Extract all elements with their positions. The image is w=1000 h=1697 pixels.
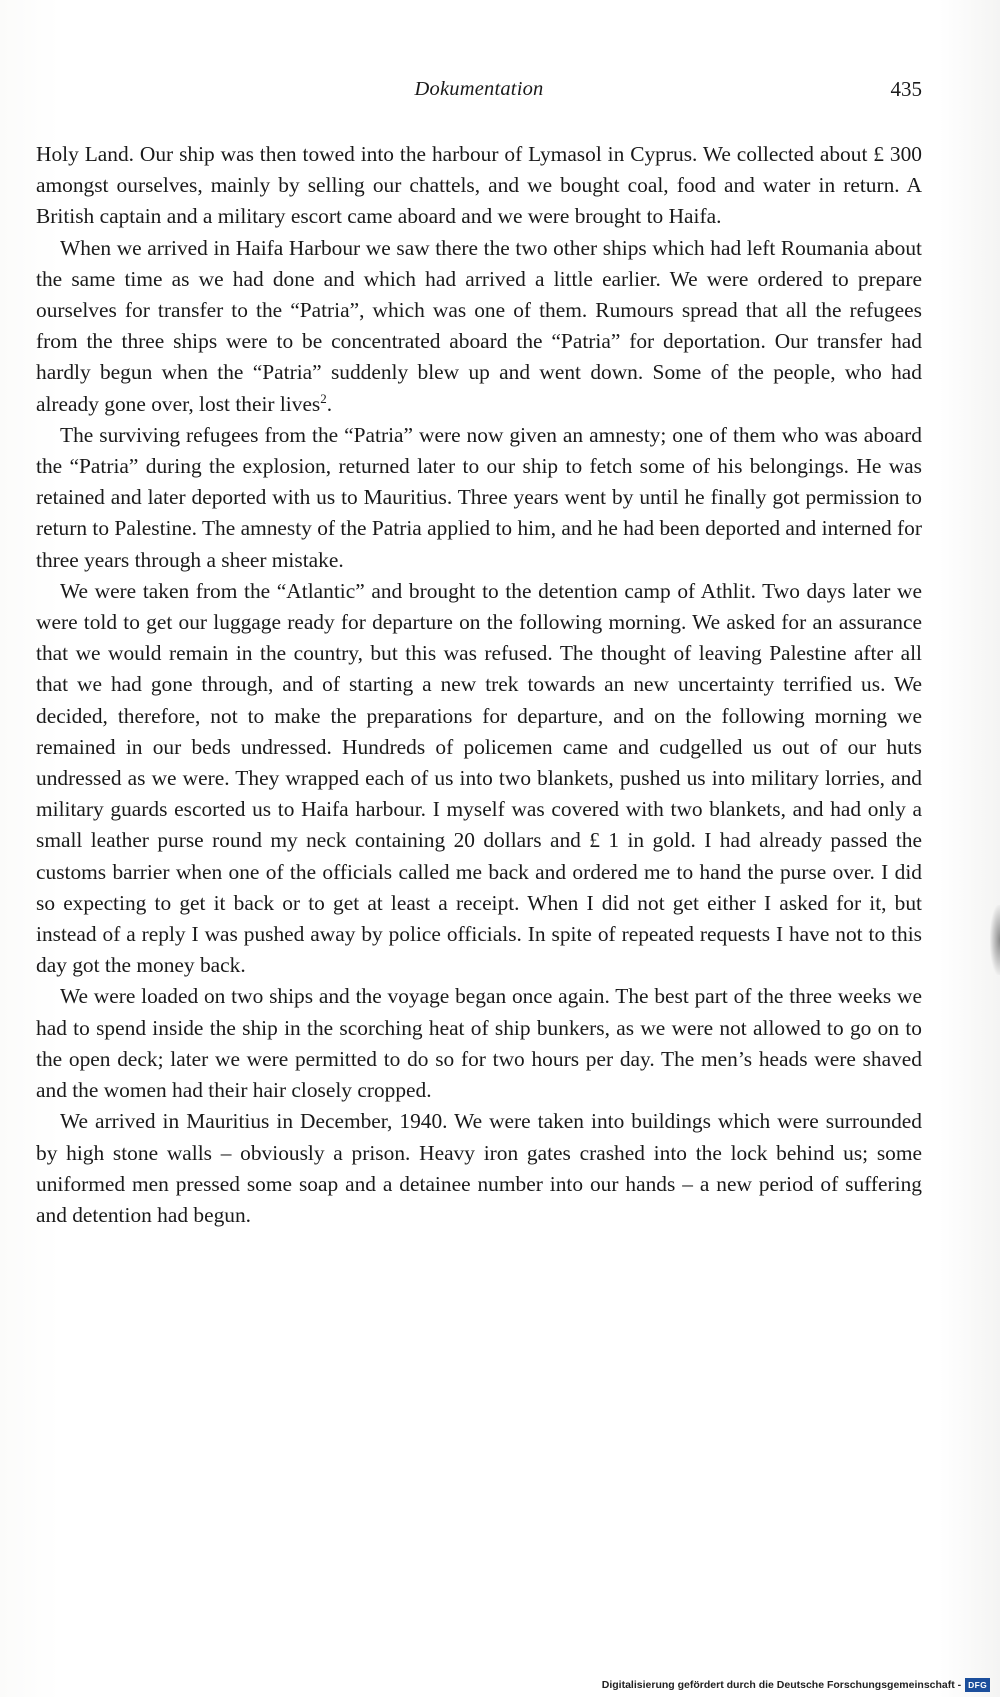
paragraph-3 — [36, 420, 922, 576]
page-edge-shadow — [990, 905, 1000, 975]
paragraph-2-text: When we arrived in Haifa Harbour we saw there the two other ships which had left Roumania about the same time as we had done and which had arrived a little earlier. We were ordered to prepare ourselves for transfer to the “Patria”, which was one of them. Rumours spread that all the refugees from the three ships were to be concentrated aboard the “Patria” for deportation. Our transfer had hardly begun when the “Patria” suddenly blew up and went down. Some of the people, who had already gone over, lost their lives — [36, 235, 922, 416]
paragraph-2-end: . — [326, 391, 333, 416]
dfg-logo-icon: DFG — [965, 1678, 990, 1692]
paragraph-5-text: We were loaded on two ships and the voyage began once again. The best part of the three weeks we had to spend inside the ship in the scorching heat of ship bunkers, as we were not allowed to go on to the open deck; later we were permitted to do so for two hours per day. The men’s heads were shaved and the women had their hair closely cropped. — [36, 984, 922, 1103]
paragraph-1 — [36, 139, 922, 233]
paragraph-6 — [36, 1106, 922, 1231]
running-title: Dokumentation — [414, 78, 544, 100]
digitization-credit — [602, 1677, 990, 1693]
paragraph-4-text: We were taken from the “Atlantic” and brought to the detention camp of Athlit. Two days later we were told to get our luggage ready for departure on the following morning. We asked for an assurance that we would remain in the country, but this was refused. The thought of leaving Palestine after all that we had gone through, and of starting a new trek towards an new uncertainty terrified us. We decided, therefore, not to make the preparations for departure, and on the following morning we remained in our beds undressed. Hundreds of policemen came and cudgelled us out of our huts undressed as we were. They wrapped each of us into two blankets, pushed us into military lorries, and military guards escorted us to Haifa harbour. I myself was covered with two blankets, and had only a small leather purse round my neck containing 20 dollars and £ 1 in gold. I had already passed the customs barrier when one of the officials called me back and ordered me to hand the purse over. I did so expecting to get it back or to get at least a receipt. When I did not get either I asked for it, but instead of a reply I was pushed away by police officials. In spite of repeated requests I have not to this day got the money back. — [36, 578, 922, 978]
running-header — [36, 74, 922, 104]
paragraph-1-text: Holy Land. Our ship was then towed into the harbour of Lymasol in Cyprus. We collected about £ 300 amongst ourselves, mainly by selling our chattels, and we bought coal, food and water in return. A British captain and a military escort came aboard and we were brought to Haifa. — [36, 142, 922, 229]
paragraph-6-text: We arrived in Mauritius in December, 1940. We were taken into buildings which were surrounded by high stone walls – obviously a prison. Heavy iron gates crashed into the lock behind us; some uniformed men pressed some soap and a detainee number into our hands – a new period of suffering and detention had begun. — [36, 1109, 922, 1227]
paragraph-3-text: The surviving refugees from the “Patria” were now given an amnesty; one of them who was aboard the “Patria” during the explosion, returned later to our ship to fetch some of his belongings. He was retained and later deported with us to Mauritius. Three years went by until he finally got permission to return to Palestine. The amnesty of the Patria applied to him, and he had been deported and interned for three years through a sheer mistake. — [36, 422, 922, 572]
page-number: 435 — [890, 77, 922, 101]
paragraph-5 — [36, 981, 922, 1106]
footnote-reference[interactable]: 2 — [320, 390, 327, 406]
paragraph-2 — [36, 233, 922, 420]
body-text — [36, 139, 922, 1231]
paragraph-4 — [36, 576, 922, 982]
credit-text: Digitalisierung gefördert durch die Deutsche Forschungsgemeinschaft - — [601, 1679, 962, 1691]
